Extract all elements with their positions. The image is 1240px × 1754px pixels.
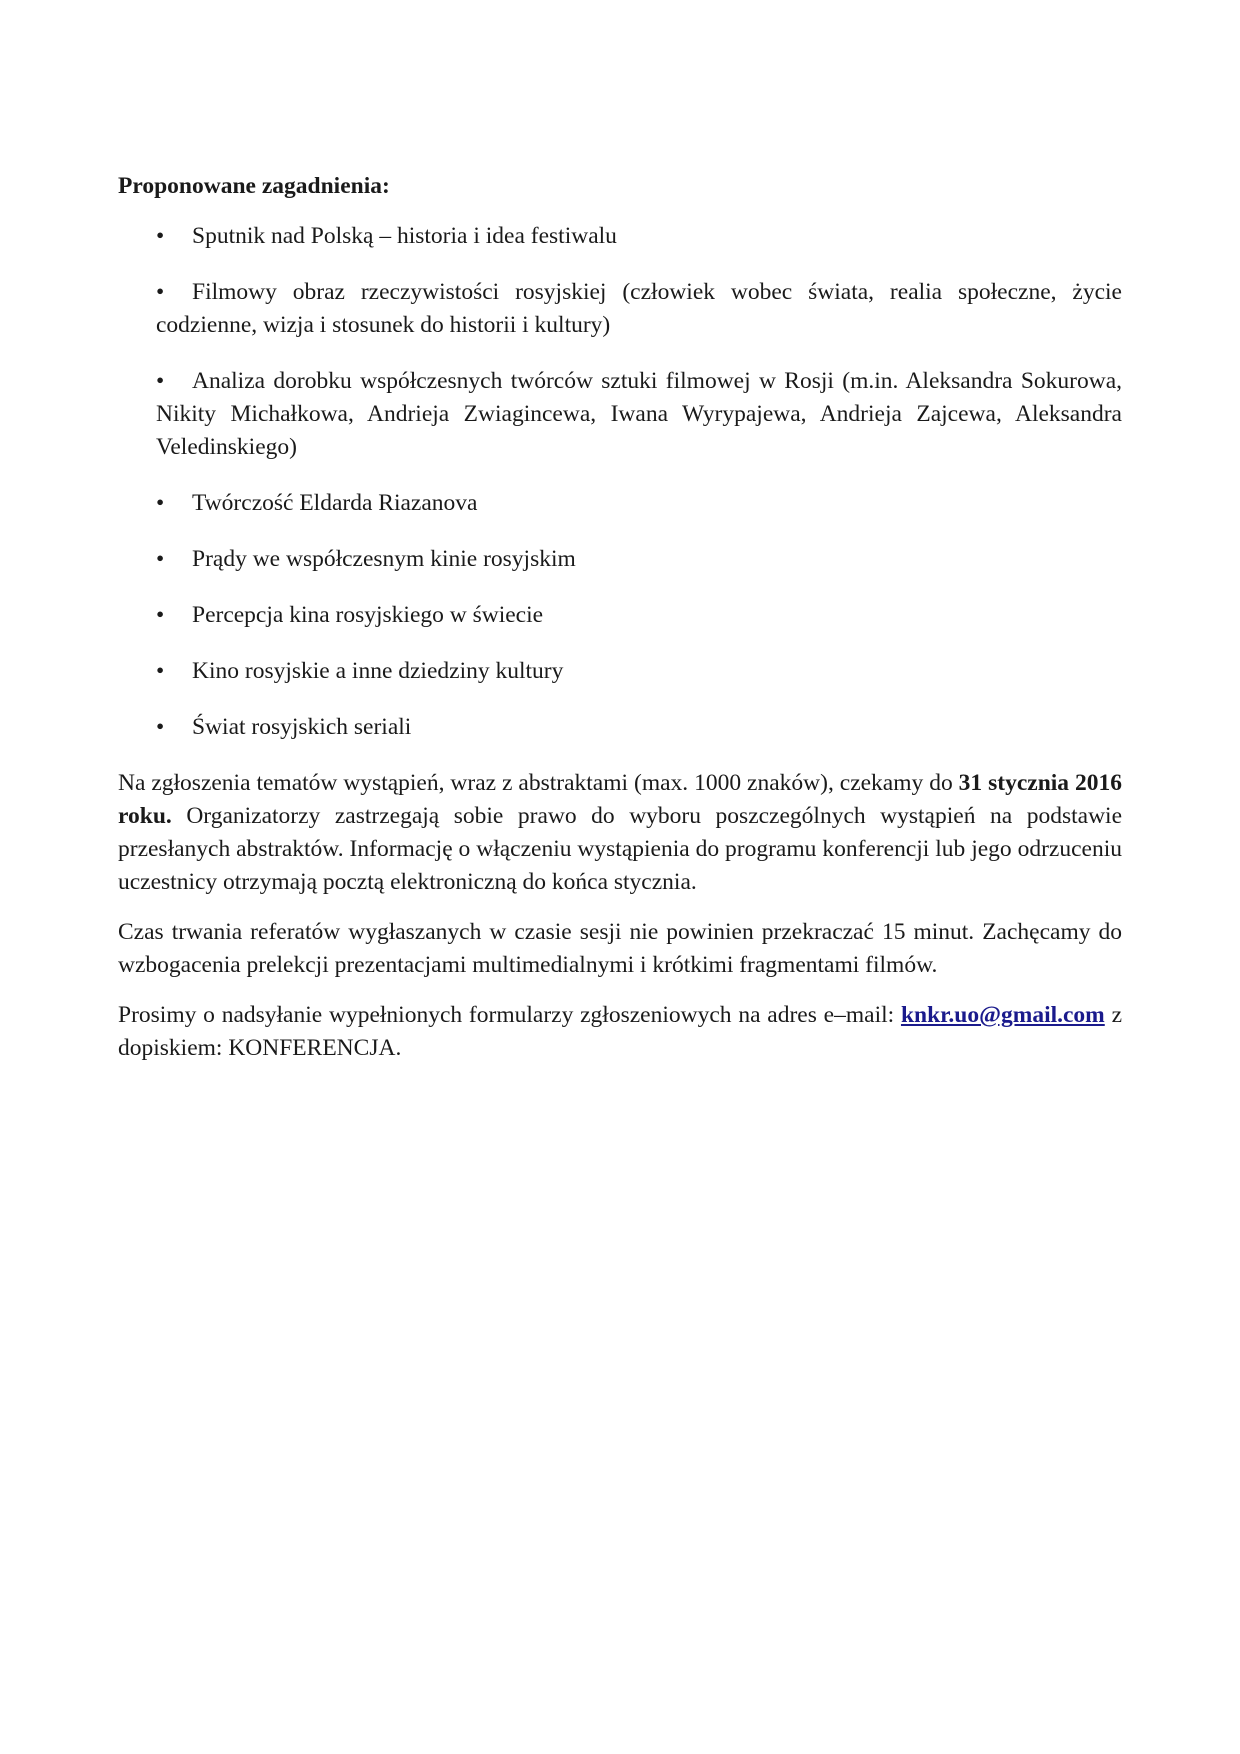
- list-item: [118, 276, 1122, 342]
- list-item-text: Kino rosyjskie a inne dziedziny kultury: [192, 658, 564, 684]
- list-item-text: Twórczość Eldarda Riazanova: [192, 490, 478, 516]
- bullet-icon: •: [156, 714, 165, 740]
- list-item: [118, 599, 1122, 632]
- deadline-text-before: Na zgłoszenia tematów wystąpień, wraz z abstraktami (max. 1000 znaków), czekamy do: [118, 770, 959, 796]
- list-item-text: Sputnik nad Polską – historia i idea festiwalu: [192, 223, 617, 249]
- section-heading: Proponowane zagadnienia:: [118, 173, 390, 199]
- bullet-icon: •: [156, 490, 165, 516]
- deadline-text-after: Organizatorzy zastrzegają sobie prawo do wyboru poszczególnych wystąpień na podstawie przesłanych abstraktów. Informację o włączeniu wystąpienia do programu konferencji lub jego odrzuceniu uczestnicy otrzymają pocztą elektroniczną do końca stycznia.: [118, 803, 1122, 895]
- bullet-icon: •: [156, 658, 165, 684]
- list-item: [118, 365, 1122, 464]
- bullet-icon: •: [156, 368, 165, 394]
- list-item: [118, 711, 1122, 744]
- list-item: [118, 487, 1122, 520]
- contact-text-before: Prosimy o nadsyłanie wypełnionych formularzy zgłoszeniowych na adres e–mail:: [118, 1002, 901, 1028]
- list-item: [118, 655, 1122, 688]
- bullet-icon: •: [156, 546, 165, 572]
- document-body: [118, 170, 1122, 1082]
- email-link[interactable]: knkr.uo@gmail.com: [900, 1002, 1105, 1028]
- list-item: [118, 543, 1122, 576]
- list-item-text: Analiza dorobku współczesnych twórców sztuki filmowej w Rosji (m.in. Aleksandra Sokurowa, Nikity Michałkowa, Andrieja Zwiagincewa, Iwana Wyrypajewa, Andrieja Zajcewa, Aleksandra Veledinskiego): [156, 368, 1122, 460]
- bullet-icon: •: [156, 223, 165, 249]
- list-item-text: Prądy we współczesnym kinie rosyjskim: [192, 546, 576, 572]
- bullet-icon: •: [156, 602, 165, 628]
- list-item: [118, 220, 1122, 253]
- bullet-icon: •: [156, 279, 165, 305]
- list-item-text: Filmowy obraz rzeczywistości rosyjskiej (człowiek wobec świata, realia społeczne, życie codzienne, wizja i stosunek do historii i kultury): [156, 279, 1122, 338]
- contact-paragraph: [118, 999, 1122, 1065]
- topics-list: [118, 220, 1122, 744]
- contact-text-after: z dopiskiem: KONFERENCJA.: [118, 1002, 1122, 1061]
- deadline-paragraph: [118, 767, 1122, 899]
- list-item-text: Percepcja kina rosyjskiego w świecie: [192, 602, 544, 628]
- duration-paragraph: Czas trwania referatów wygłaszanych w czasie sesji nie powinien przekraczać 15 minut. Zachęcamy do wzbogacenia prelekcji prezentacjami multimedialnymi i krótkimi fragmentami filmów.: [118, 919, 1122, 978]
- deadline-date: 31 stycznia 2016 roku.: [118, 770, 1122, 829]
- list-item-text: Świat rosyjskich seriali: [192, 714, 412, 740]
